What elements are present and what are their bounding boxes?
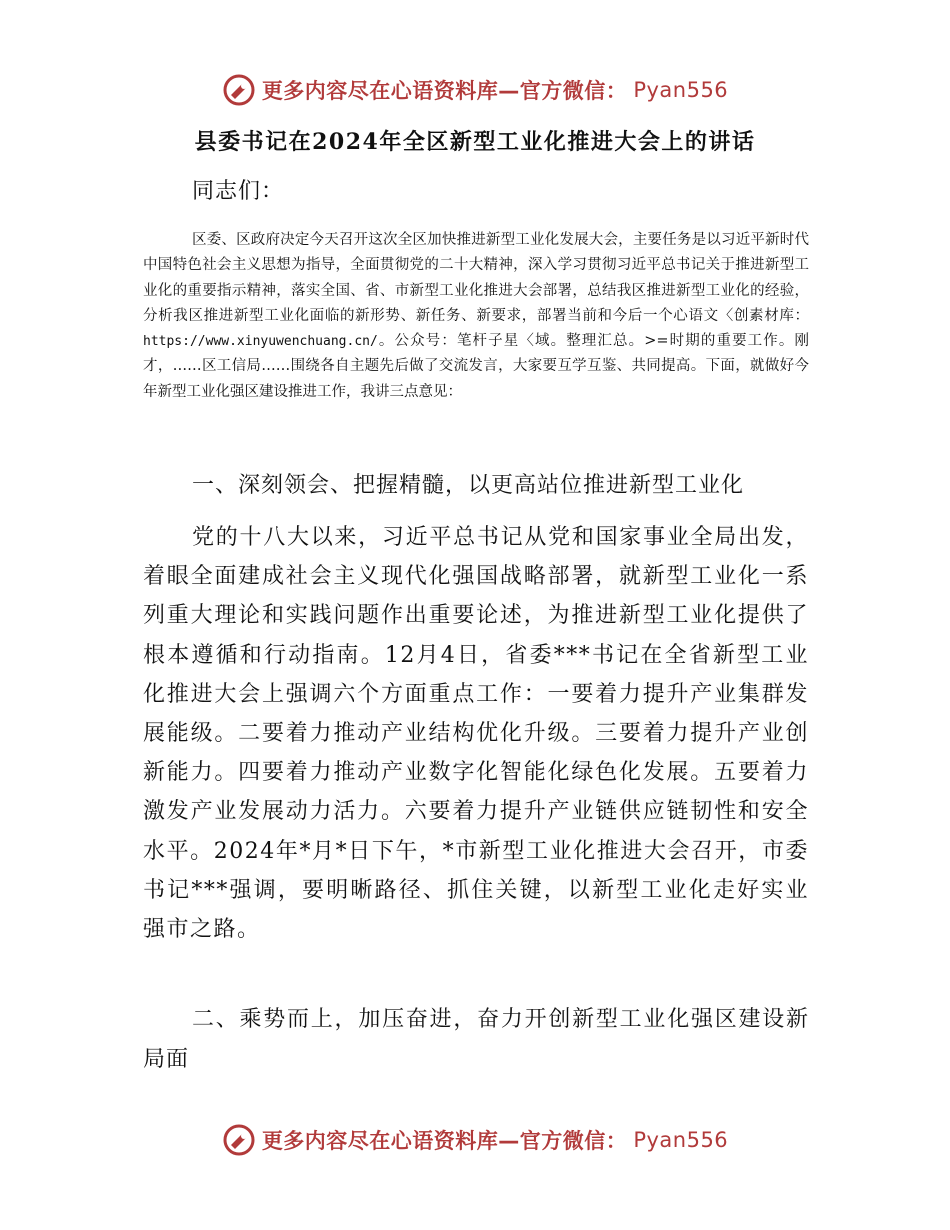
section-2-heading: 二、乘势而上，加压奋进，奋力开创新型工业化强区建设新局面: [143, 1007, 809, 1072]
brand-logo-icon: [222, 73, 256, 107]
document-title: 县委书记在2024年全区新型工业化推进大会上的讲话: [194, 129, 756, 155]
section-1-heading: 一、深刻领会、把握精髓，以更高站位推进新型工业化: [192, 473, 745, 498]
footer-watermark: [0, 1120, 950, 1160]
intro-text-after-url: 。公众号：笔杆子星〈域。整理汇总。>=时期的重要工作。刚才，……区工信局……围绕各自主题先后做了交流发言，大家要互学互鉴、共同提高。下面，就做好今年新型工业化强区建设推进工作，我讲三点意见：: [143, 333, 809, 400]
salutation: 同志们：: [192, 179, 285, 204]
watermark-slogan: 更多内容尽在心语资料库—官方微信：: [261, 1129, 628, 1153]
intro-text-before-url: 区委、区政府决定今天召开这次全区加快推进新型工业化发展大会，主要任务是以习近平新时代中国特色社会主义思想为指导，全面贯彻党的二十大精神，深入学习贯彻习近平总书记关于推进新型工业化的重要指示精神，落实全国、省、市新型工业化推进大会部署，总结我区推进新型工业化的经验，分析我区推进新型工业化面临的新形势、新任务、新要求，部署当前和今后一个心语文〈创素材库：: [143, 232, 809, 324]
header-watermark: [0, 70, 950, 110]
intro-paragraph: [143, 228, 809, 405]
section-1-body: 党的十八大以来，习近平总书记从党和国家事业全局出发，着眼全面建成社会主义现代化强国战略部署，就新型工业化一系列重大理论和实践问题作出重要论述，为推进新型工业化提供了根本遵循和行动指南。12月4日，省委***书记在全省新型工业化推进大会上强调六个方面重点工作：一要着力提升产业集群发展能级。二要着力推动产业结构优化升级。三要着力提升产业创新能力。四要着力推动产业数字化智能化绿色化发展。五要着力激发产业发展动力活力。六要着力提升产业链供应链韧性和安全水平。2024年*月*日下午，*市新型工业化推进大会召开，市委书记***强调，要明晰路径、抓住关键，以新型工业化走好实业强市之路。: [143, 525, 809, 943]
watermark-slogan: 更多内容尽在心语资料库—官方微信：: [261, 79, 628, 103]
watermark-wechat-id: Pyan556: [633, 1128, 729, 1152]
intro-url: https://www.xinyuwenchuang.cn/: [143, 334, 378, 350]
watermark-wechat-id: Pyan556: [633, 78, 729, 102]
brand-logo-icon: [222, 1123, 256, 1157]
